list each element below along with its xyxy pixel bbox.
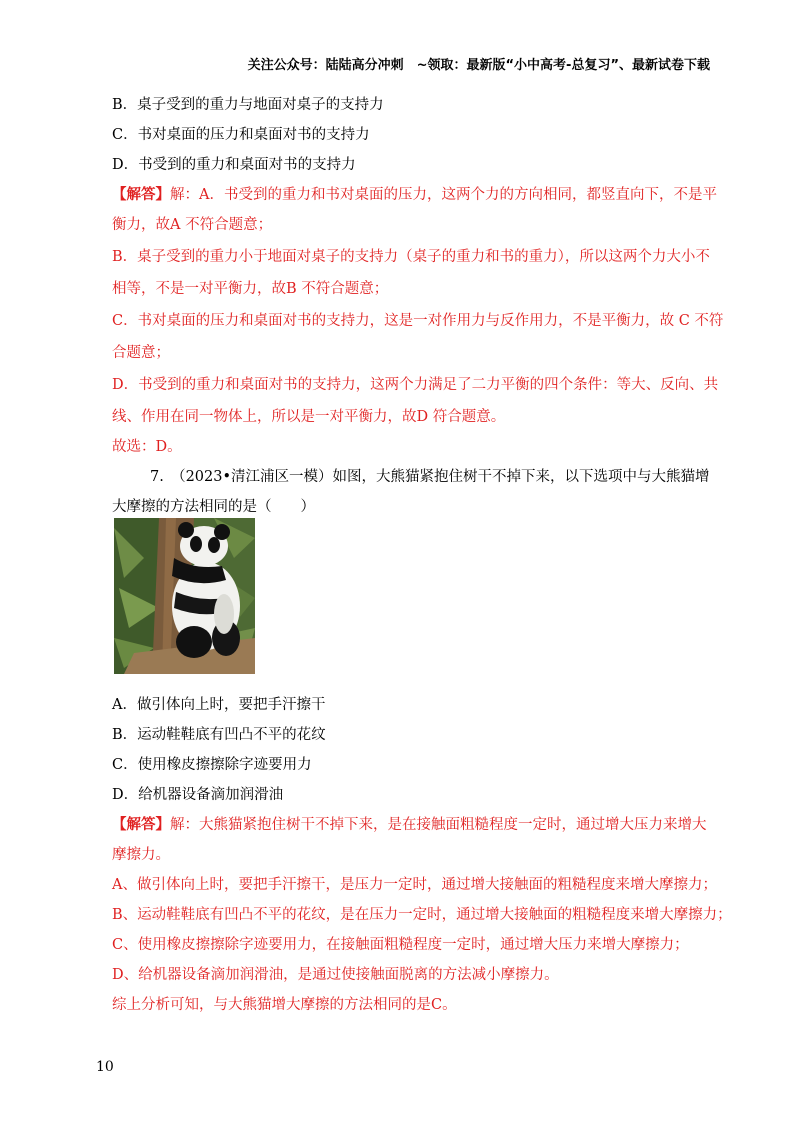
q6-answer-line-3: B．桌子受到的重力小于地面对桌子的支持力（桌子的重力和书的重力），所以这两个力大小不	[112, 249, 710, 265]
q7-answer-line-5: C、使用橡皮擦擦除字迹要用力，在接触面粗糙程度一定时，通过增大压力来增大摩擦力；	[112, 937, 689, 953]
q7-stem-line-1: 7. （2023•清江浦区一模）如图，大熊猫紧抱住树干不掉下来，以下选项中与大熊猫增	[150, 469, 710, 485]
q6-option-b: B．桌子受到的重力与地面对桌子的支持力	[112, 97, 384, 113]
q6-answer-line-4: 相等，不是一对平衡力，故B 不符合题意；	[112, 281, 389, 297]
page-number: 10	[96, 1059, 114, 1075]
panda-illustration	[114, 518, 255, 674]
q6-answer-text-1: 解：A．书受到的重力和书对桌面的压力，这两个力的方向相同，都竖直向下，不是平	[170, 187, 717, 203]
q6-answer-line-8: 线、作用在同一物体上，所以是一对平衡力，故D 符合题意。	[112, 409, 506, 425]
q7-answer-tag: 【解答】	[112, 816, 170, 833]
q7-option-a: A．做引体向上时，要把手汗擦干	[112, 697, 326, 713]
q7-answer-text-1: 解：大熊猫紧抱住树干不掉下来，是在接触面粗糙程度一定时，通过增大压力来增大	[170, 817, 707, 833]
q6-answer-line-2: 衡力，故A 不符合题意；	[112, 217, 273, 233]
q6-answer-line-7: D．书受到的重力和桌面对书的支持力，这两个力满足了二力平衡的四个条件：等大、反向、共	[112, 377, 719, 393]
q6-answer-tag: 【解答】	[112, 186, 170, 203]
page-header: 关注公众号：陆陆高分冲刺 ~领取：最新版“小中高考-总复习”、最新试卷下载	[247, 58, 710, 73]
q7-answer-line-6: D、给机器设备滴加润滑油，是通过使接触面脱离的方法减小摩擦力。	[112, 967, 559, 983]
q7-answer-line-3: A、做引体向上时，要把手汗擦干，是压力一定时，通过增大接触面的粗糙程度来增大摩擦力；	[112, 877, 717, 893]
q7-answer-line-4: B、运动鞋鞋底有凹凸不平的花纹，是在压力一定时，通过增大接触面的粗糙程度来增大摩擦力；	[112, 907, 732, 923]
q7-stem-line-2: 大摩擦的方法相同的是（ ）	[112, 499, 315, 515]
panda-image	[114, 518, 255, 674]
q6-answer-line-1	[112, 185, 717, 205]
q6-option-c: C．书对桌面的压力和桌面对书的支持力	[112, 127, 370, 143]
q6-answer-line-5: C．书对桌面的压力和桌面对书的支持力，这是一对作用力与反作用力，不是平衡力，故 C 不符	[112, 313, 724, 329]
q6-answer-line-6: 合题意；	[112, 345, 170, 361]
q6-option-d: D．书受到的重力和桌面对书的支持力	[112, 157, 356, 173]
q7-option-c: C．使用橡皮擦擦除字迹要用力	[112, 757, 312, 773]
q6-answer-line-9: 故选：D。	[112, 439, 182, 455]
q7-answer-line-7: 综上分析可知，与大熊猫增大摩擦的方法相同的是C。	[112, 997, 457, 1013]
q7-option-b: B．运动鞋鞋底有凹凸不平的花纹	[112, 727, 326, 743]
q7-option-d: D．给机器设备滴加润滑油	[112, 787, 284, 803]
q7-answer-line-1	[112, 815, 707, 835]
q7-answer-line-2: 摩擦力。	[112, 847, 170, 863]
